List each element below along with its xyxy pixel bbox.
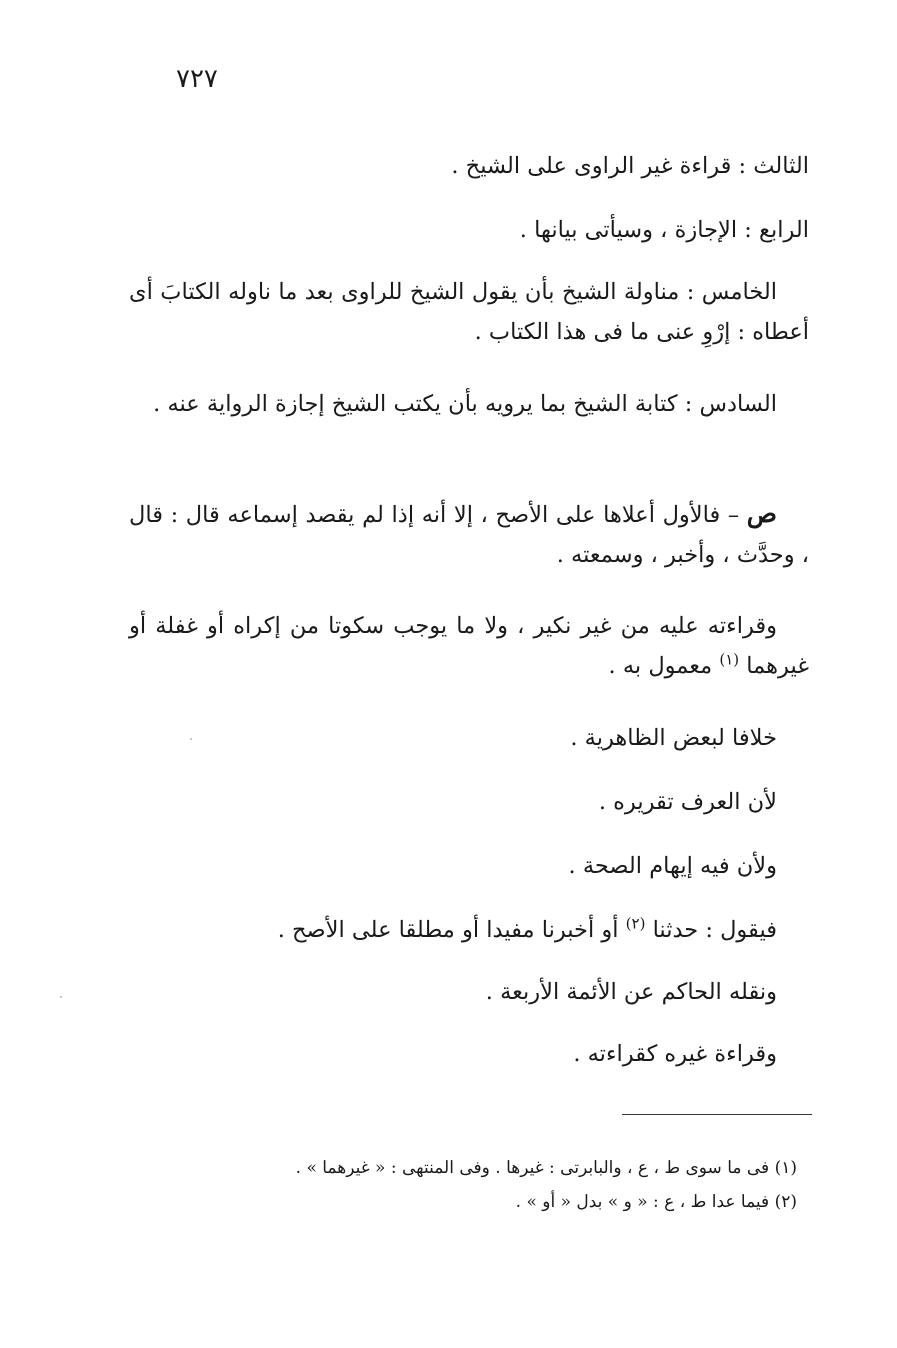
line-implies-soundness: ولأن فيه إيهام الصحة . (568, 853, 777, 879)
footnote-ref-2: (٢) (625, 914, 646, 933)
line-hakim-four-imams: ونقله الحاكم عن الأئمة الأربعة . (485, 979, 777, 1005)
paragraph-sixth-method: السادس : كتابة الشيخ بما يرويه بأن يكتب الشيخ إجازة الرواية عنه . (153, 391, 777, 417)
line-contrary-zahiriyya: خلافا لبعض الظاهرية . (570, 725, 777, 751)
line-haddathana-text-a: فيقول : حدثنا (652, 917, 777, 943)
scan-speck (60, 996, 62, 998)
paragraph-fifth-method: الخامس : مناولة الشيخ بأن يقول الشيخ للراوى بعد ما ناوله الكتابَ أى أعطاه : إرْوِ عنى ما فى هذا الكتاب . (129, 279, 809, 345)
paragraph-commentary-first (129, 494, 809, 575)
footnote-divider (622, 1114, 812, 1115)
paragraph-reading-text-b: معمول به . (608, 653, 713, 679)
footnote-1: (١) فى ما سوى ط ، ع ، والبابرتى : غيرها . وفى المنتهى : « غيرهما » . (295, 1158, 797, 1178)
paragraph-reading-to-sheikh (129, 606, 809, 686)
marker-dash: – (727, 502, 740, 528)
footnote-ref-1: (١) (719, 650, 740, 669)
sad-marker: ص (746, 499, 777, 528)
line-others-reading: وقراءة غيره كقراءته . (573, 1041, 777, 1067)
paragraph-commentary-text: فالأول أعلاها على الأصح ، إلا أنه إذا لم يقصد إسماعه قال : قال ، وحدَّث ، وأخبر ، وسمعته . (129, 502, 809, 568)
scan-speck (190, 738, 192, 740)
footnote-2: (٢) فيما عدا ط ، ع : « و » بدل « أو » . (515, 1192, 797, 1212)
paragraph-third-method: الثالث : قراءة غير الراوى على الشيخ . (451, 153, 809, 179)
line-haddathana-text-b: أو أخبرنا مفيدا أو مطلقا على الأصح . (277, 917, 619, 943)
paragraph-reading-text-a: وقراءته عليه من غير نكير ، ولا ما يوجب سكوتا من إكراه أو غفلة أو غيرهما (129, 613, 809, 679)
page-number: ٧٢٧ (176, 64, 218, 94)
line-custom-approval: لأن العرف تقريره . (598, 789, 777, 815)
paragraph-fourth-method: الرابع : الإجازة ، وسيأتى بيانها . (519, 217, 809, 243)
line-haddathana (129, 910, 809, 950)
